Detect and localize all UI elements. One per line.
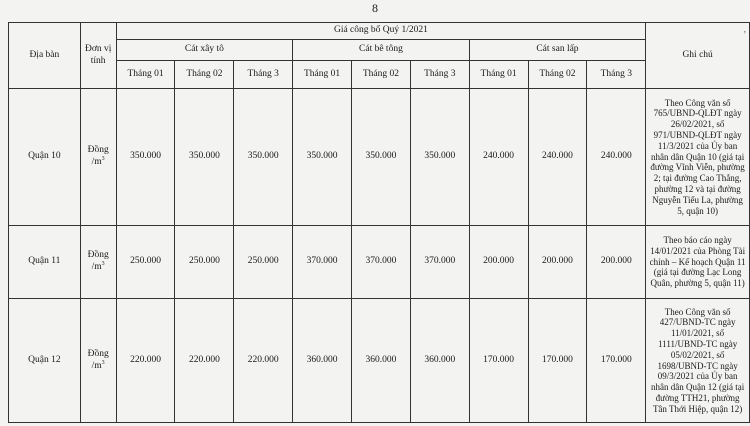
- price-cell: 350.000: [352, 89, 411, 226]
- unit-superscript: 3: [101, 261, 105, 268]
- header-row-3: [9, 61, 750, 89]
- month-header: Tháng 02: [352, 61, 411, 89]
- unit-text: Đồng: [87, 250, 109, 261]
- district-header: Địa bàn: [9, 23, 81, 89]
- header-row-2: [9, 40, 750, 61]
- price-cell: 350.000: [234, 89, 293, 226]
- unit-cell: [80, 226, 116, 299]
- district-cell: Quận 12: [9, 299, 81, 423]
- page-number: 8: [372, 1, 378, 15]
- month-header: Tháng 3: [234, 61, 293, 89]
- price-cell: 200.000: [469, 226, 528, 299]
- price-cell: 240.000: [469, 89, 528, 226]
- group-header-sand-plaster: Cát xây tô: [116, 40, 293, 61]
- price-cell: 170.000: [587, 299, 646, 423]
- price-cell: 350.000: [410, 89, 469, 226]
- price-cell: 250.000: [234, 226, 293, 299]
- unit-text: Đồng: [87, 348, 109, 359]
- unit-denom: /m: [91, 262, 102, 273]
- price-cell: 350.000: [175, 89, 234, 226]
- month-header: Tháng 01: [293, 61, 352, 89]
- district-cell: Quận 11: [9, 226, 81, 299]
- month-header: Tháng 3: [410, 61, 469, 89]
- price-cell: 220.000: [116, 299, 175, 423]
- price-cell: 220.000: [175, 299, 234, 423]
- price-cell: 360.000: [293, 299, 352, 423]
- unit-cell: [80, 89, 116, 226]
- price-cell: 370.000: [293, 226, 352, 299]
- table-row: [9, 89, 750, 226]
- corner-mark: ,: [743, 24, 746, 34]
- unit-superscript: 3: [101, 156, 105, 163]
- unit-denom: /m: [91, 157, 102, 168]
- unit-denom: /m: [91, 361, 102, 372]
- month-header: Tháng 01: [116, 61, 175, 89]
- header-row-1: [9, 23, 750, 40]
- table-row: [9, 299, 750, 423]
- price-table: [8, 22, 750, 423]
- group-header-sand-fill: Cát san lấp: [469, 40, 646, 61]
- month-header: Tháng 3: [587, 61, 646, 89]
- price-cell: 170.000: [469, 299, 528, 423]
- price-cell: 200.000: [587, 226, 646, 299]
- group-header-sand-concrete: Cát bê tông: [293, 40, 470, 61]
- price-cell: 360.000: [352, 299, 411, 423]
- unit-header: Đơn vị tính: [80, 23, 116, 89]
- note-header: Ghi chú: [646, 23, 750, 89]
- month-header: Tháng 02: [528, 61, 587, 89]
- note-cell: Theo báo cáo ngày 14/01/2021 của Phòng Tài chính – Kế hoạch Quận 11 (giá tại đường Lạc Long Quân, phường 5, quận 11): [646, 226, 750, 299]
- price-cell: 250.000: [175, 226, 234, 299]
- unit-cell: [80, 299, 116, 423]
- note-cell: Theo Công văn số 765/UBND-QLĐT ngày 26/02/2021, số 971/UBND-QLĐT ngày 11/3/2021 của Ủy ban nhân dân Quận 10 (giá tại đường Vĩnh Viễn, phường 2; tại đường Cao Thắng, phường 12 và tại đường Nguyễn Tiểu La, phường 5, quận 10): [646, 89, 750, 226]
- unit-superscript: 3: [101, 359, 105, 366]
- price-cell: 170.000: [528, 299, 587, 423]
- price-cell: 360.000: [410, 299, 469, 423]
- table-row: [9, 226, 750, 299]
- price-cell: 350.000: [116, 89, 175, 226]
- price-cell: 200.000: [528, 226, 587, 299]
- note-cell: Theo Công văn số 427/UBND-TC ngày 11/01/2021, số 1111/UBND-TC ngày 05/02/2021, số 1698/UBND-TC ngày 09/3/2021 của Ủy ban nhân dân Quận 12 (giá tại đường TTH21, phường Tân Thới Hiệp, quận 12): [646, 299, 750, 423]
- price-cell: 240.000: [587, 89, 646, 226]
- price-cell: 250.000: [116, 226, 175, 299]
- unit-text: Đồng: [87, 145, 109, 156]
- district-cell: Quận 10: [9, 89, 81, 226]
- price-cell: 370.000: [410, 226, 469, 299]
- month-header: Tháng 01: [469, 61, 528, 89]
- price-cell: 370.000: [352, 226, 411, 299]
- price-cell: 350.000: [293, 89, 352, 226]
- price-cell: 240.000: [528, 89, 587, 226]
- price-title-header: Giá công bố Quý 1/2021: [116, 23, 646, 40]
- price-cell: 220.000: [234, 299, 293, 423]
- month-header: Tháng 02: [175, 61, 234, 89]
